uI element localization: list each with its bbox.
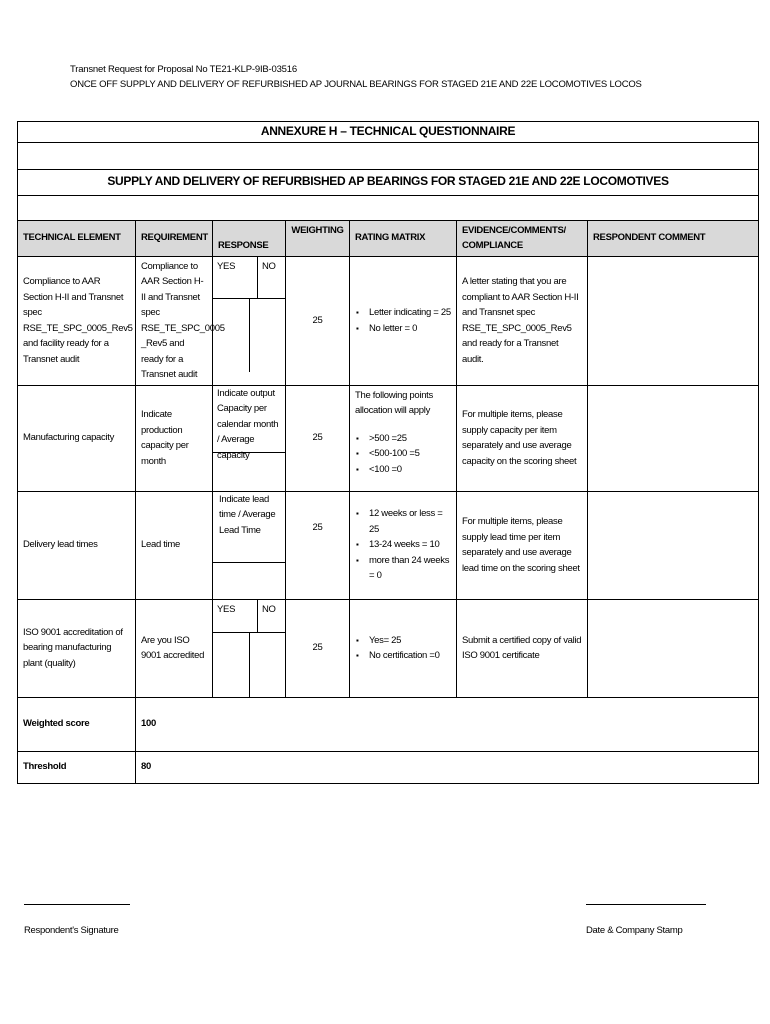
date-stamp-line xyxy=(586,904,706,905)
threshold-label: Threshold xyxy=(18,751,136,783)
response-instructions: Indicate output Capacity per calendar month / Average capacity xyxy=(213,386,285,453)
element-cell: ISO 9001 accreditation of bearing manufacturing plant (quality) xyxy=(18,599,136,697)
section-title: SUPPLY AND DELIVERY OF REFURBISHED AP BEARINGS FOR STAGED 21E AND 22E LOCOMOTIVES xyxy=(18,169,759,195)
evidence-cell: Submit a certified copy of valid ISO 9001 certificate xyxy=(457,599,588,697)
col-evidence: EVIDENCE/COMMENTS/ COMPLIANCE xyxy=(457,220,588,256)
requirement-cell: Lead time xyxy=(136,491,213,599)
blank-row xyxy=(18,195,759,220)
requirement-cell: Are you ISO 9001 accredited xyxy=(136,599,213,697)
rating-item: ▪ No letter = 0 xyxy=(369,321,451,337)
rating-item: ▪ more than 24 weeks = 0 xyxy=(369,553,451,584)
threshold-value: 80 xyxy=(136,751,759,783)
rating-cell xyxy=(350,256,457,385)
respondent-comment-cell[interactable] xyxy=(588,491,759,599)
response-cell xyxy=(213,385,286,491)
element-cell: Compliance to AAR Section H-II and Transnet spec RSE_TE_SPC_0005_Rev5 and facility ready for a Transnet audit xyxy=(18,256,136,385)
col-weighting: WEIGHTING xyxy=(286,220,350,256)
table-row xyxy=(18,599,759,697)
response-cell xyxy=(213,256,286,385)
weighting-cell: 25 xyxy=(286,491,350,599)
response-input[interactable] xyxy=(213,563,285,599)
response-cell xyxy=(213,599,286,697)
element-cell: Manufacturing capacity xyxy=(18,385,136,491)
evidence-cell: For multiple items, please supply capacity per item separately and use average capacity on the scoring sheet xyxy=(457,385,588,491)
respondent-comment-cell[interactable] xyxy=(588,599,759,697)
table-row xyxy=(18,385,759,491)
rating-item: ▪ No certification =0 xyxy=(369,648,451,664)
weighting-cell: 25 xyxy=(286,256,350,385)
col-rating-matrix: RATING MATRIX xyxy=(350,220,457,256)
yes-label: YES xyxy=(213,600,258,632)
rating-item: ▪ Yes= 25 xyxy=(369,633,451,649)
element-cell: Delivery lead times xyxy=(18,491,136,599)
rating-item: ▪ <500-100 =5 xyxy=(369,446,451,462)
technical-questionnaire-table xyxy=(17,121,759,784)
response-cell xyxy=(213,491,286,599)
col-response: RESPONSE xyxy=(213,220,286,256)
table-row xyxy=(18,256,759,385)
rating-cell xyxy=(350,491,457,599)
requirement-cell: Compliance to AAR Section H-II and Transnet spec RSE_TE_SPC_0005 _Rev5 and ready for a Transnet audit xyxy=(136,256,213,385)
rfp-number: Transnet Request for Proposal No TE21-KLP-9IB-03516 xyxy=(70,64,297,75)
date-stamp-label: Date & Company Stamp xyxy=(586,925,683,936)
signature-label: Respondent's Signature xyxy=(24,925,119,936)
weighted-score-value: 100 xyxy=(136,697,759,751)
col-respondent-comment: RESPONDENT COMMENT xyxy=(588,220,759,256)
annexure-title: ANNEXURE H – TECHNICAL QUESTIONNAIRE xyxy=(18,122,759,143)
yes-checkbox[interactable] xyxy=(213,299,250,372)
weighting-cell: 25 xyxy=(286,385,350,491)
respondent-comment-cell[interactable] xyxy=(588,385,759,491)
evidence-cell: For multiple items, please supply lead time per item separately and use average lead time on the scoring sheet xyxy=(457,491,588,599)
rating-intro: The following points allocation will apply xyxy=(355,389,433,416)
weighting-cell: 25 xyxy=(286,599,350,697)
rating-item: ▪ Letter indicating = 25 xyxy=(369,305,451,321)
yes-checkbox[interactable] xyxy=(213,633,250,697)
no-checkbox[interactable] xyxy=(250,633,285,697)
rating-item: ▪ <100 =0 xyxy=(369,462,451,478)
no-label: NO xyxy=(262,260,276,272)
rating-item: ▪ >500 =25 xyxy=(369,431,451,447)
yes-label: YES xyxy=(213,257,258,298)
rfp-description: ONCE OFF SUPPLY AND DELIVERY OF REFURBISHED AP JOURNAL BEARINGS FOR STAGED 21E AND 22E LOCOMOTIVES LOCOS xyxy=(70,79,642,90)
weighted-score-label: Weighted score xyxy=(18,697,136,751)
rating-item: ▪ 13-24 weeks = 10 xyxy=(369,537,451,553)
rating-cell xyxy=(350,599,457,697)
rating-cell xyxy=(350,385,457,491)
col-technical-element: TECHNICAL ELEMENT xyxy=(18,220,136,256)
no-label: NO xyxy=(262,603,276,615)
response-instructions: Indicate lead time / Average Lead Time xyxy=(213,492,285,563)
requirement-cell: Indicate production capacity per month xyxy=(136,385,213,491)
evidence-cell: A letter stating that you are compliant to AAR Section H-II and Transnet spec RSE_TE_SPC_0005_Rev5 and ready for a Transnet audit. xyxy=(457,256,588,385)
rating-item: ▪ 12 weeks or less = 25 xyxy=(369,506,451,537)
no-checkbox[interactable] xyxy=(250,299,285,372)
signature-line xyxy=(24,904,130,905)
col-requirement: REQUIREMENT xyxy=(136,220,213,256)
blank-row xyxy=(18,142,759,169)
table-row xyxy=(18,491,759,599)
respondent-comment-cell[interactable] xyxy=(588,256,759,385)
